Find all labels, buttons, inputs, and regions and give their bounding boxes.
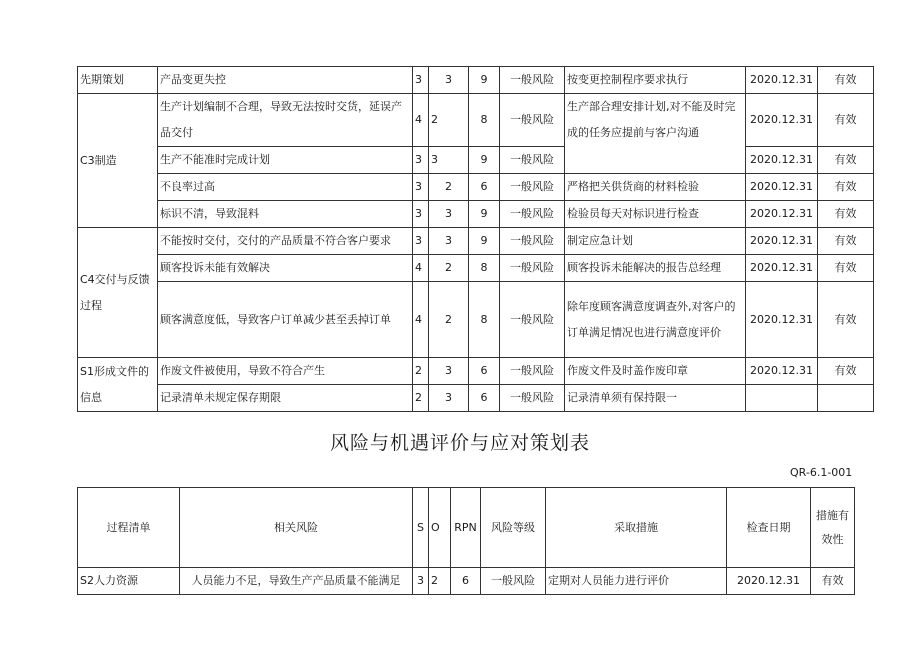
date-cell: 2020.12.31 (746, 147, 818, 174)
measure-cell: 作废文件及时盖作废印章 (565, 358, 746, 385)
risk-cell: 生产不能准时完成计划 (158, 147, 413, 174)
level-cell: 一般风险 (500, 67, 565, 94)
s-cell: 3 (413, 174, 429, 201)
measure-cell: 记录清单须有保持限一 (565, 385, 746, 412)
date-cell: 2020.12.31 (746, 94, 818, 147)
level-cell: 一般风险 (500, 255, 565, 282)
measure-cell: 检验员每天对标识进行检查 (565, 201, 746, 228)
date-cell: 2020.12.31 (746, 358, 818, 385)
header-level: 风险等级 (481, 488, 546, 568)
table-row (78, 147, 874, 174)
rpn-cell: 6 (469, 385, 500, 412)
process-cell: C3制造 (78, 94, 158, 228)
s-cell: 2 (413, 385, 429, 412)
table-row (78, 201, 874, 228)
status-cell: 有效 (818, 255, 874, 282)
status-cell: 有效 (818, 67, 874, 94)
risk-cell: 记录清单未规定保存期限 (158, 385, 413, 412)
level-cell: 一般风险 (500, 385, 565, 412)
measure-cell: 生产部合理安排计划,对不能及时完成的任务应提前与客户沟通 (565, 94, 746, 174)
risk-cell: 不能按时交付，交付的产品质量不符合客户要求 (158, 228, 413, 255)
o-cell: 3 (429, 67, 469, 94)
risk-cell: 生产计划编制不合理，导致无法按时交货，延误产品交付 (158, 94, 413, 147)
level-cell: 一般风险 (481, 568, 546, 595)
status-cell: 有效 (818, 228, 874, 255)
level-cell: 一般风险 (500, 94, 565, 147)
header-measure: 采取措施 (546, 488, 727, 568)
status-cell: 有效 (818, 282, 874, 358)
risk-cell: 顾客满意度低，导致客户订单减少甚至丢掉订单 (158, 282, 413, 358)
date-cell: 2020.12.31 (727, 568, 811, 595)
rpn-cell: 8 (469, 94, 500, 147)
risk-cell: 顾客投诉未能有效解决 (158, 255, 413, 282)
table-row (78, 67, 874, 94)
level-cell: 一般风险 (500, 358, 565, 385)
rpn-cell: 6 (469, 174, 500, 201)
s-cell: 2 (413, 358, 429, 385)
table-row (78, 228, 874, 255)
header-date: 检查日期 (727, 488, 811, 568)
measure-cell: 定期对人员能力进行评价 (546, 568, 727, 595)
rpn-cell: 8 (469, 282, 500, 358)
table-row (78, 385, 874, 412)
risk-cell: 不良率过高 (158, 174, 413, 201)
date-cell: 2020.12.31 (746, 174, 818, 201)
process-cell: C4交付与反馈过程 (78, 228, 158, 358)
rpn-cell: 9 (469, 67, 500, 94)
risk-cell: 产品变更失控 (158, 67, 413, 94)
status-cell: 有效 (811, 568, 855, 595)
rpn-cell: 9 (469, 147, 500, 174)
risk-cell: 人员能力不足，导致生产产品质量不能满足 (180, 568, 413, 595)
date-cell: 2020.12.31 (746, 255, 818, 282)
s-cell: 3 (413, 147, 429, 174)
o-cell: 2 (429, 94, 469, 147)
o-cell: 3 (429, 147, 469, 174)
status-cell (818, 385, 874, 412)
o-cell: 2 (429, 255, 469, 282)
table-row (78, 174, 874, 201)
status-cell: 有效 (818, 174, 874, 201)
level-cell: 一般风险 (500, 282, 565, 358)
o-cell: 2 (429, 568, 451, 595)
rpn-cell: 9 (469, 201, 500, 228)
o-cell: 3 (429, 201, 469, 228)
header-s: S (413, 488, 429, 568)
date-cell: 2020.12.31 (746, 67, 818, 94)
page-title: 风险与机遇评价与应对策划表 (329, 432, 590, 454)
header-o: O (429, 488, 451, 568)
rpn-cell: 9 (469, 228, 500, 255)
header-risk: 相关风险 (180, 488, 413, 568)
rpn-cell: 6 (469, 358, 500, 385)
o-cell: 3 (429, 385, 469, 412)
level-cell: 一般风险 (500, 147, 565, 174)
o-cell: 3 (429, 228, 469, 255)
risk-table-continued (77, 66, 874, 412)
date-cell: 2020.12.31 (746, 228, 818, 255)
s-cell: 3 (413, 201, 429, 228)
process-cell: S2人力资源 (78, 568, 180, 595)
status-cell: 有效 (818, 147, 874, 174)
table-row (78, 568, 855, 595)
status-cell: 有效 (818, 358, 874, 385)
table-row (78, 255, 874, 282)
table-row (78, 358, 874, 385)
document-number: QR-6.1-001 (790, 466, 853, 479)
status-cell: 有效 (818, 94, 874, 147)
rpn-cell: 8 (469, 255, 500, 282)
date-cell: 2020.12.31 (746, 201, 818, 228)
rpn-cell: 6 (451, 568, 481, 595)
risk-cell: 标识不清，导致混料 (158, 201, 413, 228)
s-cell: 3 (413, 228, 429, 255)
level-cell: 一般风险 (500, 174, 565, 201)
measure-cell: 严格把关供货商的材料检验 (565, 174, 746, 201)
level-cell: 一般风险 (500, 201, 565, 228)
s-cell: 4 (413, 94, 429, 147)
o-cell: 2 (429, 174, 469, 201)
risk-cell: 作废文件被使用，导致不符合产生 (158, 358, 413, 385)
measure-cell: 顾客投诉未能解决的报告总经理 (565, 255, 746, 282)
s-cell: 3 (413, 67, 429, 94)
measure-cell: 除年度顾客满意度调查外,对客户的订单满足情况也进行满意度评价 (565, 282, 746, 358)
status-cell: 有效 (818, 201, 874, 228)
measure-cell: 制定应急计划 (565, 228, 746, 255)
level-cell: 一般风险 (500, 228, 565, 255)
header-rpn: RPN (451, 488, 481, 568)
o-cell: 3 (429, 358, 469, 385)
date-cell: 2020.12.31 (746, 282, 818, 358)
s-cell: 4 (413, 282, 429, 358)
process-cell: S1形成文件的信息 (78, 358, 158, 412)
measure-cell: 按变更控制程序要求执行 (565, 67, 746, 94)
header-process: 过程清单 (78, 488, 180, 568)
s-cell: 3 (413, 568, 429, 595)
process-cell: 先期策划 (78, 67, 158, 94)
table-row (78, 282, 874, 358)
date-cell (746, 385, 818, 412)
table-header-row (78, 488, 855, 568)
s-cell: 4 (413, 255, 429, 282)
table-row (78, 94, 874, 147)
risk-table (77, 487, 855, 595)
o-cell: 2 (429, 282, 469, 358)
header-status: 措施有效性 (811, 488, 855, 568)
